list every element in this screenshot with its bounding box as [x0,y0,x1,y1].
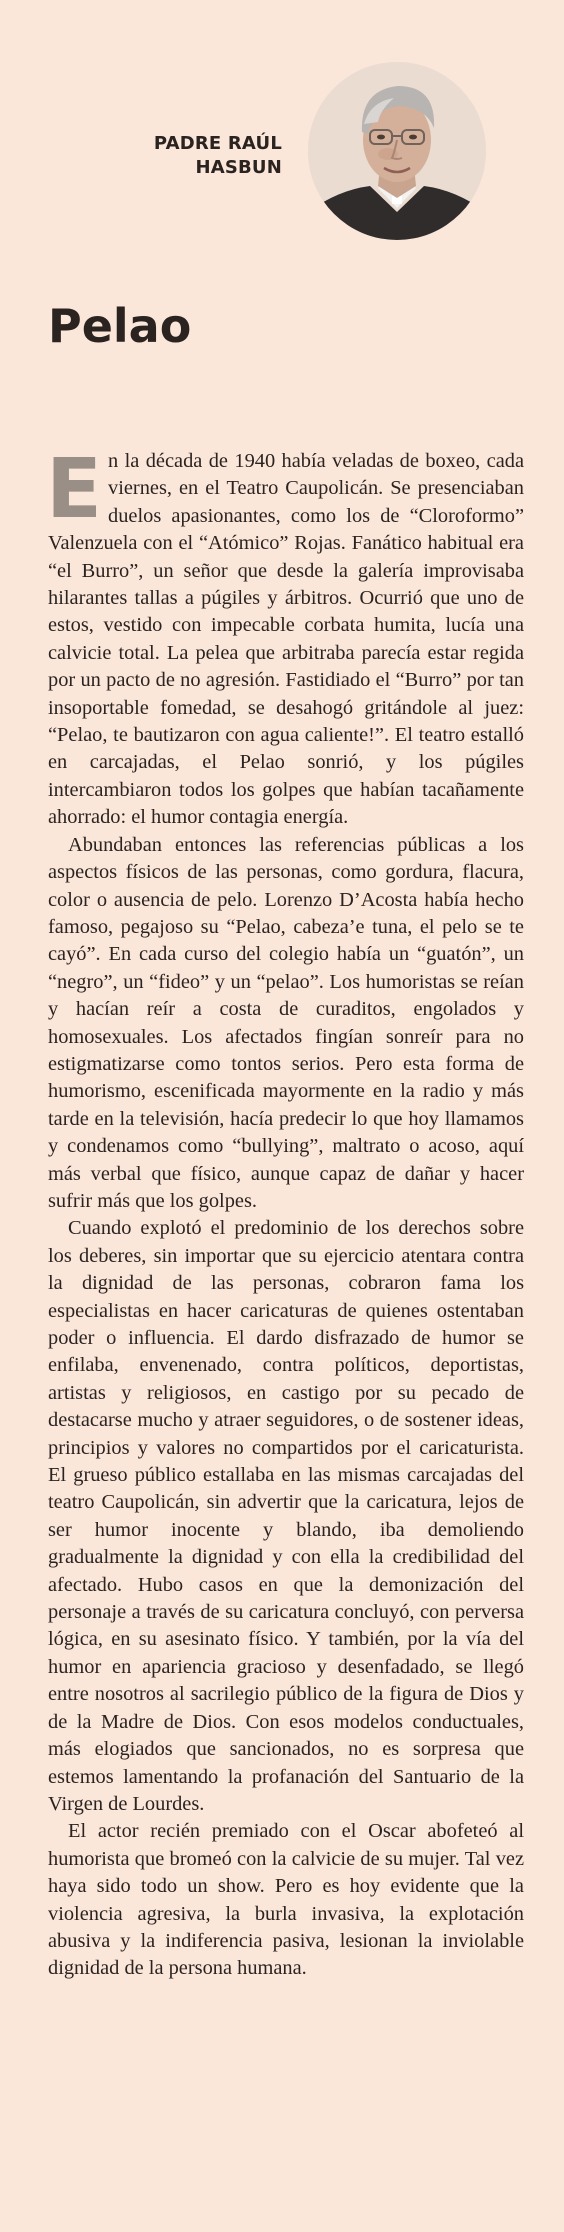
article-body [46,442,524,1983]
article-paragraph-4: El actor recién premiado con el Oscar abofeteó al humorista que bromeó con la calvicie de su mujer. Tal vez haya sido todo un show. Pero es hoy evidente que la violencia agresiva, la burla invasiva, la explotación abusiva y la indiferencia pasiva, lesionan la inviolable dignidad de la persona humana. [48,1820,524,1980]
article-paragraph-1 [46,442,524,832]
author-byline [82,132,282,180]
article-paragraph-1-text: n la década de 1940 había veladas de boxeo, cada viernes, en el Teatro Caupolicán. Se presenciaban duelos apasionantes, como los de “Cloroformo” Valenzuela con el “Atómico” Rojas. Fanático habitual era “el Burro”, un señor que desde la galería improvisaba hilarantes tallas a púgiles y árbitros. Ocurrió que uno de estos, vestido con impecable corbata humita, lucía una calvicie total. La pelea que arbitraba parecía estar regida por un pacto de no agresión. Fastidiado el “Burro” por tan insoportable fomedad, se desahogó gritándole al juez: “Pelao, te bautizaron con agua caliente!”. El teatro estalló en carcajadas, el Pelao sonrió, y los púgiles intercambiaron todos los golpes que habían tacañamente ahorrado: el humor contagia energía. [48,450,524,829]
author-portrait [308,62,486,240]
author-portrait-illustration [308,62,486,240]
author-name-line2: HASBUN [195,157,282,178]
article-paragraph-2: Abundaban entonces las referencias públicas a los aspectos físicos de las personas, como gordura, flacura, color o ausencia de pelo. Lorenzo D’Acosta había hecho famoso, pegajoso su “Pelao, cabeza’e tuna, el pelo se te cayó”. En cada curso del colegio había un “guatón”, un “negro”, un “fideo” y un “pelao”. Los humoristas se reían y hacían reír a costa de curaditos, engolados y homosexuales. Los afectados fingían sonreír para no estigmatizarse como tontos serios. Pero esta forma de humorismo, escenificada mayormente en la radio y más tarde en la televisión, hacía predecir lo que hoy llamamos y condenamos como “bullying”, maltrato o acoso, aquí más verbal que físico, aunque capaz de dañar y hacer sufrir más que los golpes. [48,833,524,1212]
drop-cap: E [46,442,103,537]
author-name-line1: PADRE RAÚL [153,133,282,154]
article-paragraph-3: Cuando explotó el predominio de los derechos sobre los deberes, sin importar que su ejercicio atentara contra la dignidad de las personas, cobraron fama los especialistas en hacer caricaturas de quienes ostentaban poder o influencia. El dardo disfrazado de humor se enfilaba, envenenado, contra políticos, deportistas, artistas y religiosos, en castigo por su pecado de destacarse mucho y atraer seguidores, o de sostener ideas, principios y valores no compartidos por el caricaturista. El grueso público estallaba en las mismas carcajadas del teatro Caupolicán, sin advertir que la caricatura, lejos de ser humor inocente y blando, iba demoliendo gradualmente la dignidad y con ella la credibilidad del afectado. Hubo casos en que la demonización del personaje a través de su caricatura concluyó, con perversa lógica, en su asesinato físico. Y también, por la vía del humor en apariencia gracioso y desenfadado, se llegó entre nosotros al sacrilegio público de la figura de Dios y de la Madre de Dios. Con esos modelos conductuales, más elogiados que sancionados, no es sorpresa que estemos lamentando la profanación del Santuario de la Virgen de Lourdes. [48,1217,524,1815]
article-headline: Pelao [48,299,192,353]
